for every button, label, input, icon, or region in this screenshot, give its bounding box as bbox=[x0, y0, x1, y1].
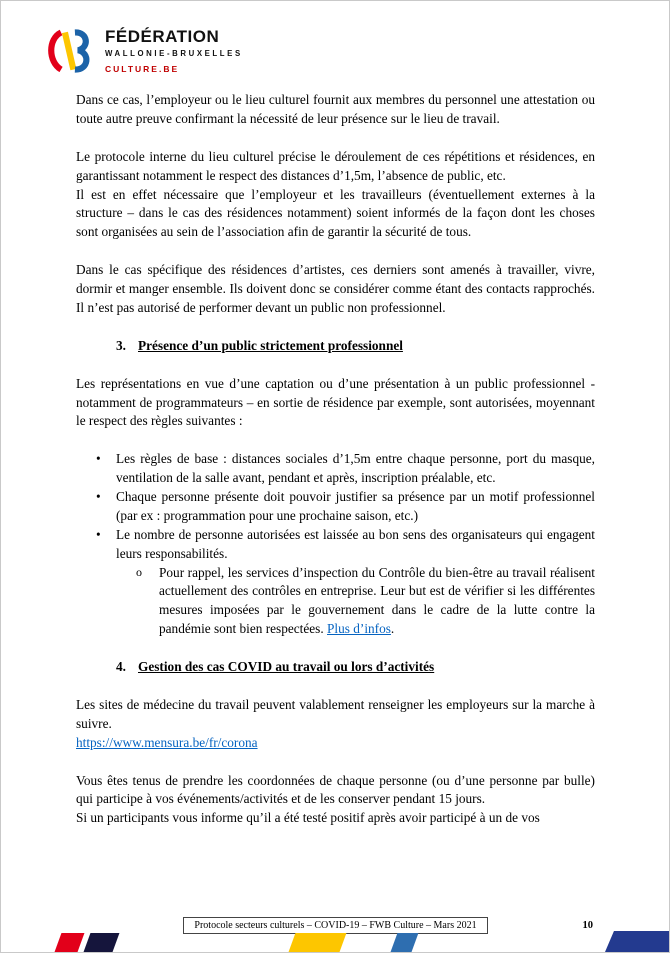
heading-4-text: Gestion des cas COVID au travail ou lors d’activités bbox=[138, 659, 435, 674]
logo-dept: CULTURE.BE bbox=[105, 64, 180, 74]
paragraph-protocole-interne: Le protocole interne du lieu culturel précise le déroulement de ces répétitions et résidences, en garantissant notamment le respect des distances d’1,5m, l’absence de public, etc. bbox=[76, 148, 595, 183]
heading-3-text: Présence d’un public strictement professionnel bbox=[138, 337, 403, 353]
heading-4-gestion-cas-covid bbox=[116, 658, 595, 677]
bullet-icon: • bbox=[96, 489, 101, 504]
bullet-item bbox=[76, 488, 595, 526]
stripe-yellow bbox=[289, 933, 347, 952]
logo-subtitle: WALLONIE-BRUXELLES bbox=[105, 49, 243, 58]
paragraph-medecine-travail: Les sites de médecine du travail peuvent valablement renseigner les employeurs sur la marche à suivre. bbox=[76, 696, 595, 731]
bullet-icon: • bbox=[96, 451, 101, 467]
fwb-logo-icon bbox=[41, 23, 95, 79]
heading-3-public-professionnel bbox=[116, 337, 595, 356]
logo-title: FÉDÉRATION bbox=[105, 27, 220, 46]
heading-3-number: 3. bbox=[116, 337, 126, 353]
bullet-text: Chaque personne présente doit pouvoir justifier sa présence par un motif professionnel (par ex : programmation pour une prochaine saison, etc.) bbox=[116, 489, 595, 523]
logo-text-block bbox=[105, 23, 243, 74]
stripe-blue-block bbox=[605, 931, 669, 952]
sub-bullet-icon: o bbox=[136, 564, 142, 579]
paragraph-residences-artistes: Dans le cas spécifique des résidences d’artistes, ces derniers sont amenés à travailler, vivre, dormir et manger ensemble. Ils doivent donc se considérer comme étant des contacts rapprochés. Il n’est pas autorisé de performer devant un public non professionnel. bbox=[76, 262, 595, 315]
bullet-item bbox=[76, 526, 595, 564]
paragraph-attestation: Dans ce cas, l’employeur ou le lieu culturel fournit aux membres du personnel une attestation ou toute autre preuve confirmant la nécessité de leur présence sur le lieu de travail. bbox=[76, 92, 595, 126]
bullet-list bbox=[76, 450, 595, 639]
paragraph-information-travailleurs: Il est en effet nécessaire que l’employeur et les travailleurs (éventuellement externes à la structure – dans le cas des résidences notamment) soient informés de la façon dont les choses sont organisées au sein de l’association afin de garantir la sécurité de tous. bbox=[76, 186, 595, 240]
document-body bbox=[76, 91, 595, 828]
footer-text: Protocole secteurs culturels – COVID-19 – FWB Culture – Mars 2021 bbox=[183, 917, 487, 934]
bullet-text: Le nombre de personne autorisées est laissée au bon sens des organisateurs qui engagent leurs responsabilités. bbox=[116, 526, 595, 561]
stripe-red bbox=[55, 933, 85, 952]
sub-bullet-item bbox=[76, 564, 595, 640]
paragraph-representations: Les représentations en vue d’une captation ou d’une présentation à un public professionnel - notamment de programmateurs – en sortie de résidence par exemple, sont autorisées, moyennant le respect des règles suivantes : bbox=[76, 375, 595, 429]
bullet-icon: • bbox=[96, 526, 101, 542]
sub-bullet-text bbox=[159, 564, 595, 640]
paragraph-participant-positif: Si un participants vous informe qu’il a été testé positif après avoir participé à un de vos bbox=[76, 810, 540, 826]
fwb-logo bbox=[41, 23, 243, 79]
page-number: 10 bbox=[582, 920, 593, 931]
bullet-item bbox=[76, 450, 595, 488]
stripe-navy bbox=[84, 933, 120, 952]
mensura-link[interactable]: https://www.mensura.be/fr/corona bbox=[76, 734, 258, 750]
brand-stripes bbox=[1, 933, 669, 952]
sub-bullet-text-after: . bbox=[390, 621, 395, 637]
stripe-blue-small bbox=[391, 933, 419, 952]
plus-infos-link[interactable]: Plus d’infos bbox=[327, 621, 391, 637]
heading-4-number: 4. bbox=[116, 659, 126, 674]
bullet-text: Les règles de base : distances sociales d’1,5m entre chaque personne, port du masque, ventilation de la salle avant, pendant et après, inscription préalable, etc. bbox=[116, 451, 595, 486]
sub-bullet-text-main: Pour rappel, les services d’inspection du Contrôle du bien-être au travail réalisent actuellement des contrôles en entreprise. Leur but est de vérifier si les différentes mesures imposées par le gouvernement dans le cadre de la lutte contre la pandémie sont bien respectées. bbox=[159, 564, 595, 637]
paragraph-coordonnees: Vous êtes tenus de prendre les coordonnées de chaque personne (ou d’une personne par bulle) qui participe à vos événements/activités et de les conserver pendant 15 jours. bbox=[76, 772, 595, 807]
